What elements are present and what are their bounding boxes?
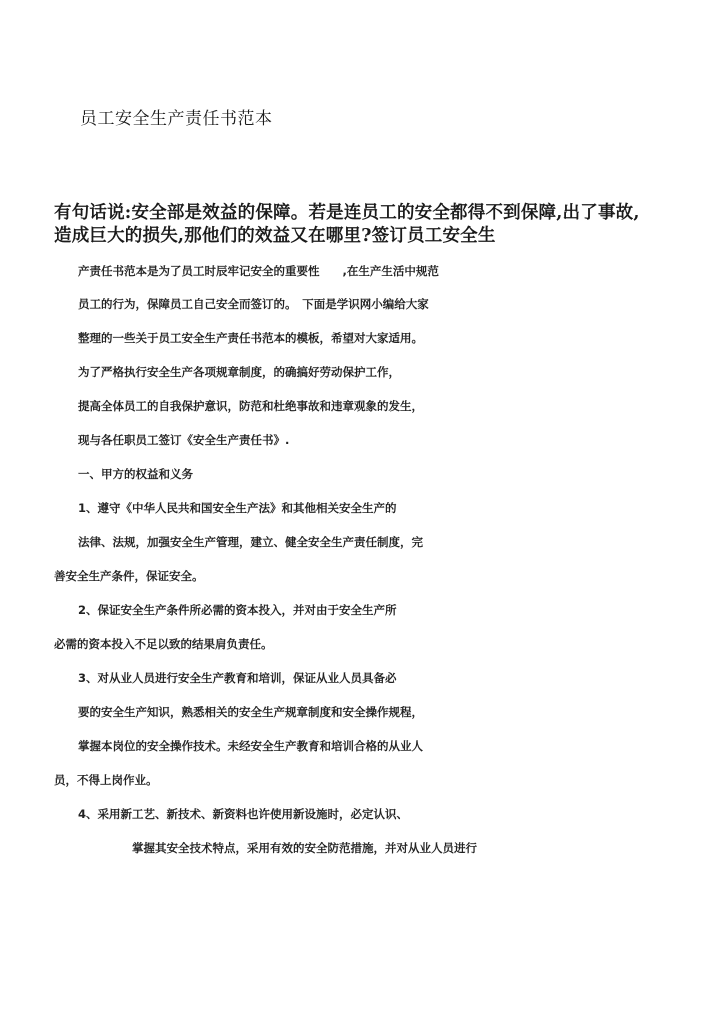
intro-line: 有句话说:安全部是效益的保障。若是连员工的安全都得不到保障,出了事故, [54, 203, 640, 223]
body-line: 2、保证安全生产条件所必需的资本投入，并对由于安全生产所 [78, 603, 397, 617]
body-line: 现与各任职员工签订《安全生产责任书》. [78, 433, 290, 447]
body-line: 善安全生产条件，保证安全。 [54, 569, 204, 583]
document-title: 员工安全生产责任书范本 [80, 109, 273, 129]
body-line: 为了严格执行安全生产各项规章制度，的确搞好劳动保护工作， [78, 365, 400, 379]
body-line: 1、遵守《中华人民共和国安全生产法》和其他相关安全生产的 [78, 501, 397, 515]
body-line: 掌握其安全技术特点，采用有效的安全防范措施，并对从业人员进行 [132, 841, 477, 855]
body-line: 提高全体员工的自我保护意识，防范和杜绝事故和违章观象的发生， [78, 399, 423, 413]
body-line: 法律、法规，加强安全生产管理，建立、健全安全生产责任制度，完 [78, 535, 423, 549]
intro-line: 造成巨大的损失,那他们的效益又在哪里?签订员工安全生 [54, 226, 496, 246]
body-line: 掌握本岗位的安全操作技术。未经安全生产教育和培训合格的从业人 [78, 739, 423, 753]
body-line: 4、采用新工艺、新技术、新资料也许使用新设施时，必定认识、 [78, 807, 408, 821]
body-line: 整理的一些关于员工安全生产责任书范本的模板，希望对大家适用。 [78, 331, 423, 345]
body-line: 员，不得上岗作业。 [54, 773, 158, 787]
body-line: 员工的行为，保障员工自己安全而签订的。 下面是学识网小编给大家 [78, 297, 429, 311]
section-heading: 一、甲方的权益和义务 [78, 467, 193, 481]
body-line: 要的安全生产知识，熟悉相关的安全生产规章制度和安全操作规程， [78, 705, 423, 719]
body-line: 产责任书范本是为了员工时辰牢记安全的重要性 ,在生产生活中规范 [78, 264, 439, 278]
body-line: 必需的资本投入不足以致的结果肩负责任。 [54, 637, 273, 651]
body-line: 3、对从业人员进行安全生产教育和培训，保证从业人员具备必 [78, 671, 397, 685]
